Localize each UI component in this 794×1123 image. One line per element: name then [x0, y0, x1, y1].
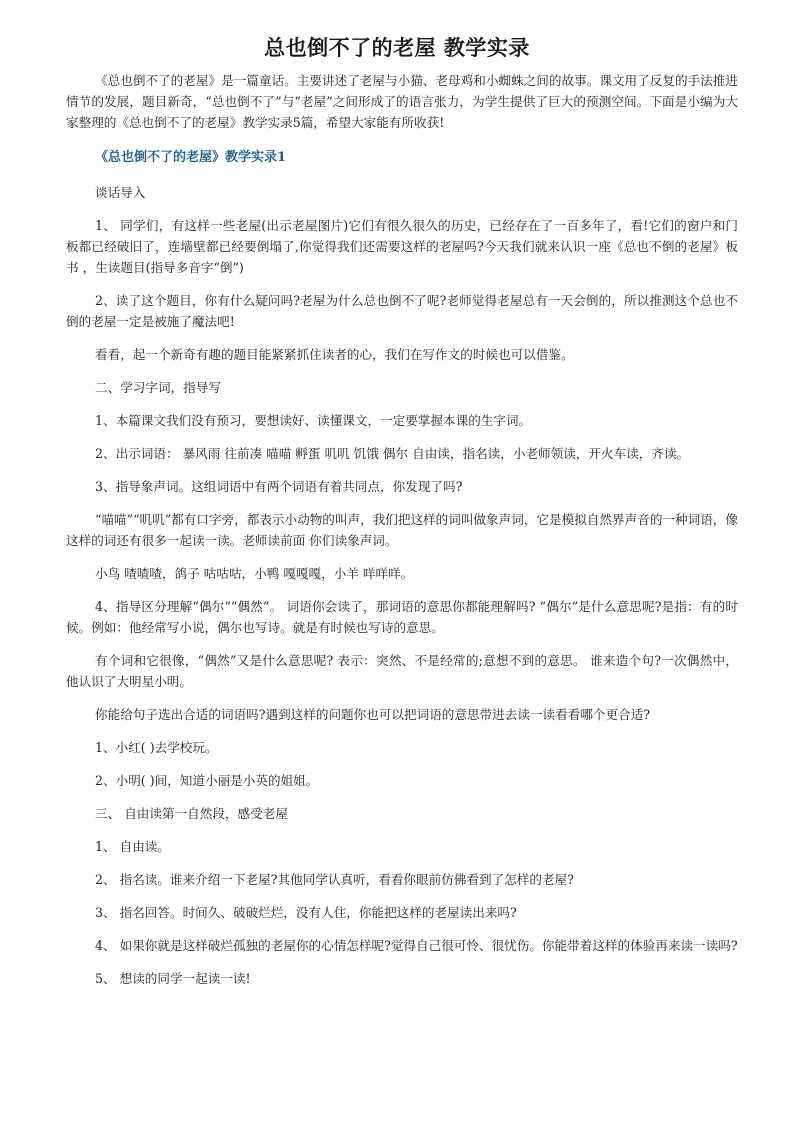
paragraph: 2、小明( )间，知道小丽是小英的姐姐。	[95, 773, 319, 788]
paragraph: 5、 想读的同学一起读一读!	[95, 971, 251, 986]
paragraph: 你能给句子选出合适的词语吗?遇到这样的问题你也可以把词语的意思带进去读一读看看哪个更合适?	[95, 707, 651, 722]
paragraph: 1、 自由读。	[95, 839, 170, 854]
paragraph: 4、 如果你就是这样破烂孤独的老屋你的心情怎样呢?觉得自己很可怜、很忧伤。你能带着这样的体验再来读一读吗?	[95, 938, 738, 953]
paragraph: 1、 同学们，有这样一些老屋(出示老屋图片)它们有很久很久的历史，已经存在了一百多年了，看!它们的窗户和门板都已经破旧了，连墙壁都已经要倒塌了,你觉得我们还需要这样的老屋吗?今天我们就来认识一座《总也不倒的老屋》板书 ，生读题目(指导多音字“倒”)	[66, 218, 738, 275]
paragraph: 2、读了这个题目，你有什么疑问吗?老屋为什么总也倒不了呢?老师觉得老屋总有一天会倒的，所以推测这个总也不倒的老屋一定是被施了魔法吧!	[66, 293, 738, 329]
paragraph: 小鸟 喳喳喳，鸽子 咕咕咕，小鸭 嘎嘎嘎，小羊 咩咩咩。	[95, 566, 414, 581]
paragraph: 谈话导入	[95, 185, 146, 200]
paragraph: “喵喵”“叽叽”都有口字旁，都表示小动物的叫声，我们把这样的词叫做象声词，它是模拟自然界声音的一种词语，像这样的词还有很多一起读一读。老师读前面 你们读象声词。	[66, 512, 738, 548]
paragraph: 看看，起一个新奇有趣的题目能紧紧抓住读者的心，我们在写作文的时候也可以借鉴。	[95, 347, 574, 362]
paragraph: 1、本篇课文我们没有预习，要想读好、读懂课文，一定要掌握本课的生字词。	[95, 413, 532, 428]
paragraph: 4、指导区分理解“偶尔”“偶然”。 词语你会读了，那词语的意思你都能理解吗? “偶尔”是什么意思呢?是指：有的时候。例如：他经常写小说，偶尔也写诗。就是有时候也写诗的意思。	[66, 599, 738, 635]
document-title: 总也倒不了的老屋 教学实录	[264, 36, 530, 60]
paragraph: 有个词和它很像，“偶然”又是什么意思呢? 表示：突然、不是经常的;意想不到的意思。 谁来造个句?一次偶然中，他认识了大明星小明。	[66, 653, 738, 689]
paragraph: 1、小红( )去学校玩。	[95, 740, 218, 755]
intro-paragraph: 《总也倒不了的老屋》是一篇童话。主要讲述了老屋与小猫、老母鸡和小蜘蛛之间的故事。课文用了反复的手法推进情节的发展，题目新奇，“总也倒不了”与“老屋”之间形成了的语言张力，为学生提供了巨大的预测空间。下面是小编为大家整理的《总也倒不了的老屋》教学实录5篇，希望大家能有所收获!	[66, 73, 738, 130]
paragraph: 三、 自由读第一自然段，感受老屋	[95, 806, 288, 821]
paragraph: 3、指导象声词。这组词语中有两个词语有着共同点，你发现了吗?	[95, 479, 463, 494]
paragraph: 2、 指名读。谁来介绍一下老屋?其他同学认真听，看看你眼前仿佛看到了怎样的老屋?	[95, 872, 574, 887]
paragraph: 二、学习字词，指导写	[95, 380, 221, 395]
document-body	[66, 70, 738, 1001]
section-title: 《总也倒不了的老屋》教学实录1	[95, 150, 287, 165]
paragraph: 2、出示词语： 暴风雨 往前凑 喵喵 孵蛋 叽叽 饥饿 偶尔 自由读，指名读，小老师领读，开火车读，齐读。	[95, 446, 690, 461]
paragraph: 3、 指名回答。时间久、破破烂烂，没有人住，你能把这样的老屋读出来吗?	[95, 905, 517, 920]
